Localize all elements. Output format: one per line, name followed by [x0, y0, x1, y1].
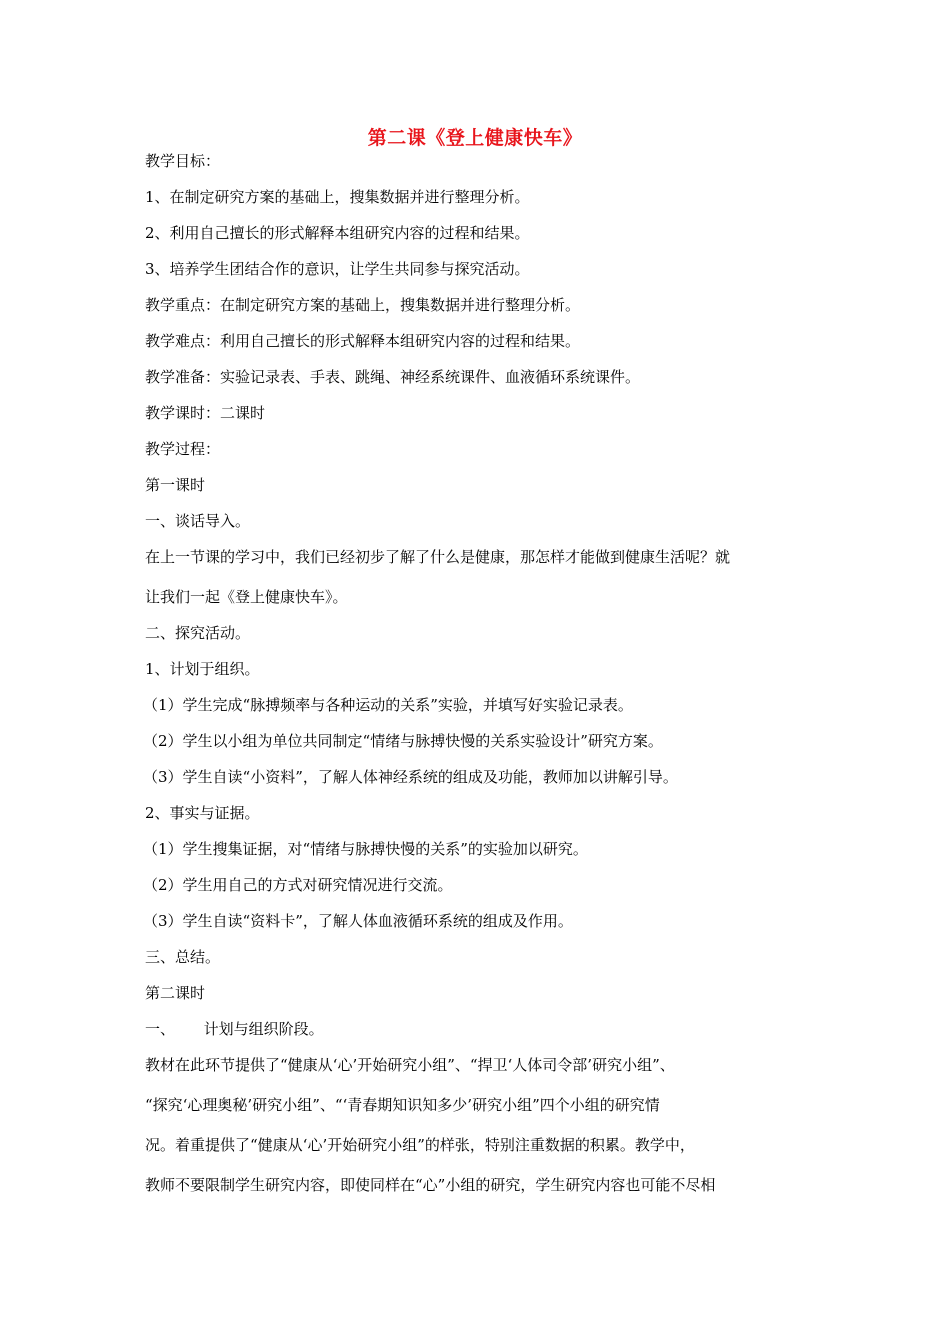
section-heading: 二、探究活动。: [145, 624, 251, 642]
subsection-heading: 2、事实与证据。: [145, 804, 260, 822]
second-period-heading: 第二课时: [145, 984, 206, 1002]
paragraph-line: 教师不要限制学生研究内容，即使同样在“心”小组的研究，学生研究内容也可能不尽相: [145, 1176, 716, 1194]
paragraph-line: “探究‘心理奥秘’研究小组”、“‘青春期知识知多少’研究小组”四个小组的研究情: [145, 1096, 660, 1114]
section-heading: 一、谈话导入。: [145, 512, 251, 530]
first-period-heading: 第一课时: [145, 476, 206, 494]
section-heading: 一、 计划与组织阶段。: [145, 1020, 324, 1038]
paragraph-line: 况。着重提供了“健康从‘心’开始研究小组”的样张，特别注重数据的积累。教学中，: [145, 1136, 695, 1154]
lesson-body: [145, 150, 815, 1196]
objective-item: 3、培养学生团结合作的意识，让学生共同参与探究活动。: [145, 260, 530, 278]
subsection-heading: 1、计划于组织。: [145, 660, 260, 678]
key-point: 教学重点：在制定研究方案的基础上，搜集数据并进行整理分析。: [145, 296, 581, 314]
list-item: （3）学生自读“资料卡”，了解人体血液循环系统的组成及作用。: [143, 912, 573, 930]
class-hours: 教学课时：二课时: [145, 404, 266, 422]
list-item: （2）学生以小组为单位共同制定“情绪与脉搏快慢的关系实验设计”研究方案。: [143, 732, 663, 750]
list-item: （3）学生自读“小资料”，了解人体神经系统的组成及功能，教师加以讲解引导。: [143, 768, 678, 786]
process-heading: 教学过程：: [145, 440, 221, 458]
section-heading: 三、总结。: [145, 948, 221, 966]
paragraph-line: 教材在此环节提供了“健康从‘心’开始研究小组”、“捍卫‘人体司令部’研究小组”、: [145, 1056, 675, 1074]
preparation: 教学准备：实验记录表、手表、跳绳、神经系统课件、血液循环系统课件。: [145, 368, 641, 386]
objective-item: 1、在制定研究方案的基础上，搜集数据并进行整理分析。: [145, 188, 530, 206]
paragraph-line: 让我们一起《登上健康快车》。: [145, 588, 348, 606]
paragraph-line: 在上一节课的学习中，我们已经初步了解了什么是健康，那怎样才能做到健康生活呢？就: [145, 548, 731, 566]
objectives-heading: 教学目标：: [145, 152, 221, 170]
objective-item: 2、利用自己擅长的形式解释本组研究内容的过程和结果。: [145, 224, 530, 242]
list-item: （2）学生用自己的方式对研究情况进行交流。: [143, 876, 453, 894]
difficult-point: 教学难点：利用自己擅长的形式解释本组研究内容的过程和结果。: [145, 332, 581, 350]
list-item: （1）学生完成“脉搏频率与各种运动的关系”实验，并填写好实验记录表。: [143, 696, 633, 714]
list-item: （1）学生搜集证据，对“情绪与脉搏快慢的关系”的实验加以研究。: [143, 840, 588, 858]
lesson-title: 第二课《登上健康快车》: [367, 127, 583, 149]
